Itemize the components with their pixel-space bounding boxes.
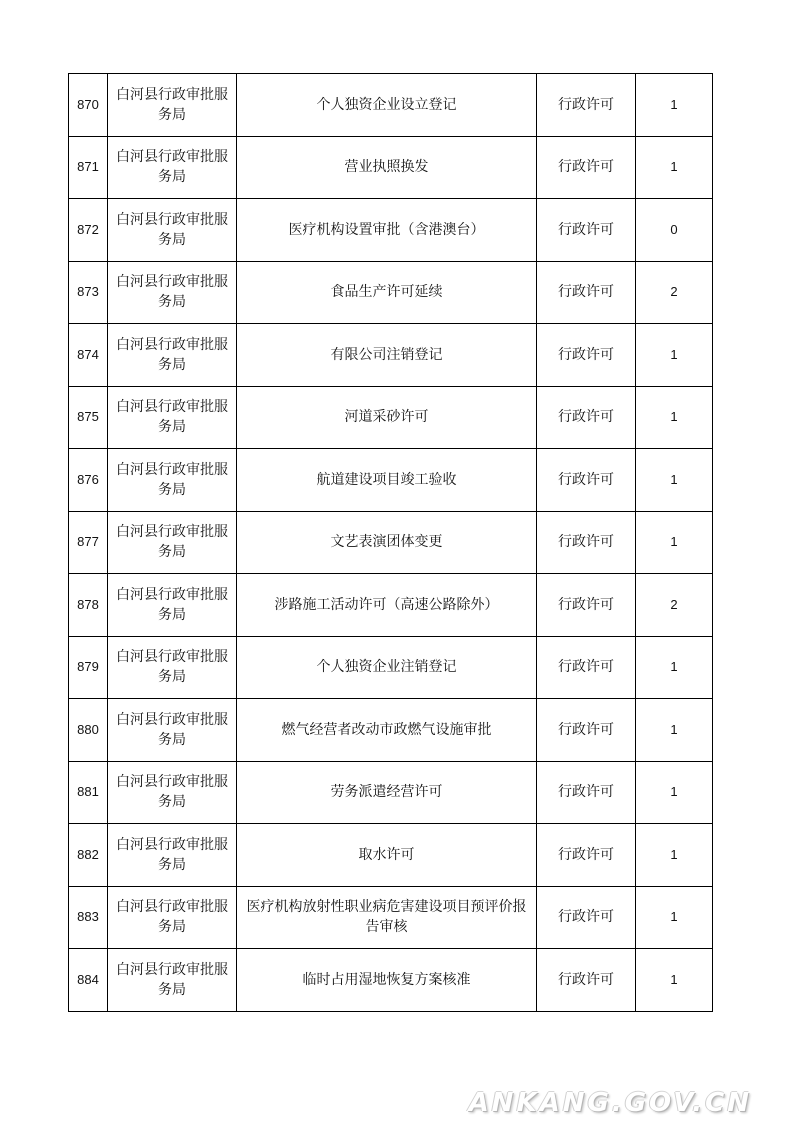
count-cell: 1 [636, 824, 713, 887]
count-cell: 1 [636, 74, 713, 137]
approval-type-cell: 行政许可 [537, 199, 636, 262]
approval-item-cell: 燃气经营者改动市政燃气设施审批 [237, 699, 537, 762]
department-cell: 白河县行政审批服务局 [108, 949, 237, 1012]
count-cell: 2 [636, 574, 713, 637]
row-number-cell: 878 [69, 574, 108, 637]
department-cell: 白河县行政审批服务局 [108, 324, 237, 387]
approval-type-cell: 行政许可 [537, 824, 636, 887]
department-cell: 白河县行政审批服务局 [108, 199, 237, 262]
department-cell: 白河县行政审批服务局 [108, 574, 237, 637]
approval-item-cell: 河道采砂许可 [237, 386, 537, 449]
approval-item-cell: 医疗机构放射性职业病危害建设项目预评价报告审核 [237, 886, 537, 949]
approval-item-cell: 个人独资企业注销登记 [237, 636, 537, 699]
approval-type-cell: 行政许可 [537, 886, 636, 949]
approval-item-cell: 临时占用湿地恢复方案核准 [237, 949, 537, 1012]
row-number-cell: 877 [69, 511, 108, 574]
approval-item-cell: 医疗机构设置审批（含港澳台） [237, 199, 537, 262]
approval-type-cell: 行政许可 [537, 574, 636, 637]
approval-type-cell: 行政许可 [537, 74, 636, 137]
row-number-cell: 873 [69, 261, 108, 324]
table-row [69, 511, 713, 574]
count-cell: 1 [636, 386, 713, 449]
row-number-cell: 876 [69, 449, 108, 512]
approval-item-cell: 涉路施工活动许可（高速公路除外） [237, 574, 537, 637]
row-number-cell: 872 [69, 199, 108, 262]
row-number-cell: 874 [69, 324, 108, 387]
department-cell: 白河县行政审批服务局 [108, 761, 237, 824]
count-cell: 1 [636, 699, 713, 762]
approval-type-cell: 行政许可 [537, 449, 636, 512]
department-cell: 白河县行政审批服务局 [108, 449, 237, 512]
table-row [69, 699, 713, 762]
table-row [69, 886, 713, 949]
approval-type-cell: 行政许可 [537, 324, 636, 387]
approval-type-cell: 行政许可 [537, 511, 636, 574]
count-cell: 1 [636, 324, 713, 387]
department-cell: 白河县行政审批服务局 [108, 261, 237, 324]
row-number-cell: 879 [69, 636, 108, 699]
department-cell: 白河县行政审批服务局 [108, 386, 237, 449]
records-table [68, 73, 713, 1012]
department-cell: 白河县行政审批服务局 [108, 136, 237, 199]
count-cell: 1 [636, 761, 713, 824]
approval-type-cell: 行政许可 [537, 949, 636, 1012]
approval-item-cell: 文艺表演团体变更 [237, 511, 537, 574]
approval-item-cell: 营业执照换发 [237, 136, 537, 199]
table-row [69, 136, 713, 199]
count-cell: 1 [636, 886, 713, 949]
department-cell: 白河县行政审批服务局 [108, 636, 237, 699]
row-number-cell: 883 [69, 886, 108, 949]
table-row [69, 449, 713, 512]
approval-item-cell: 有限公司注销登记 [237, 324, 537, 387]
approval-item-cell: 取水许可 [237, 824, 537, 887]
row-number-cell: 870 [69, 74, 108, 137]
table-row [69, 761, 713, 824]
approval-item-cell: 个人独资企业设立登记 [237, 74, 537, 137]
count-cell: 2 [636, 261, 713, 324]
table-row [69, 261, 713, 324]
table-row [69, 636, 713, 699]
site-watermark: ANKANG.GOV.CN [468, 1088, 752, 1118]
department-cell: 白河县行政审批服务局 [108, 511, 237, 574]
department-cell: 白河县行政审批服务局 [108, 699, 237, 762]
table-row [69, 949, 713, 1012]
row-number-cell: 881 [69, 761, 108, 824]
department-cell: 白河县行政审批服务局 [108, 74, 237, 137]
table-body [69, 74, 713, 1012]
table-row [69, 574, 713, 637]
count-cell: 1 [636, 949, 713, 1012]
approval-item-cell: 劳务派遣经营许可 [237, 761, 537, 824]
table-row [69, 386, 713, 449]
count-cell: 1 [636, 636, 713, 699]
table-row [69, 324, 713, 387]
department-cell: 白河县行政审批服务局 [108, 886, 237, 949]
approval-type-cell: 行政许可 [537, 261, 636, 324]
approval-type-cell: 行政许可 [537, 761, 636, 824]
row-number-cell: 880 [69, 699, 108, 762]
approval-item-cell: 航道建设项目竣工验收 [237, 449, 537, 512]
row-number-cell: 871 [69, 136, 108, 199]
row-number-cell: 882 [69, 824, 108, 887]
row-number-cell: 875 [69, 386, 108, 449]
count-cell: 1 [636, 511, 713, 574]
row-number-cell: 884 [69, 949, 108, 1012]
approval-type-cell: 行政许可 [537, 136, 636, 199]
table-row [69, 199, 713, 262]
table-row [69, 824, 713, 887]
department-cell: 白河县行政审批服务局 [108, 824, 237, 887]
approval-type-cell: 行政许可 [537, 636, 636, 699]
count-cell: 0 [636, 199, 713, 262]
table-row [69, 74, 713, 137]
approval-type-cell: 行政许可 [537, 699, 636, 762]
count-cell: 1 [636, 136, 713, 199]
approval-item-cell: 食品生产许可延续 [237, 261, 537, 324]
count-cell: 1 [636, 449, 713, 512]
approval-type-cell: 行政许可 [537, 386, 636, 449]
